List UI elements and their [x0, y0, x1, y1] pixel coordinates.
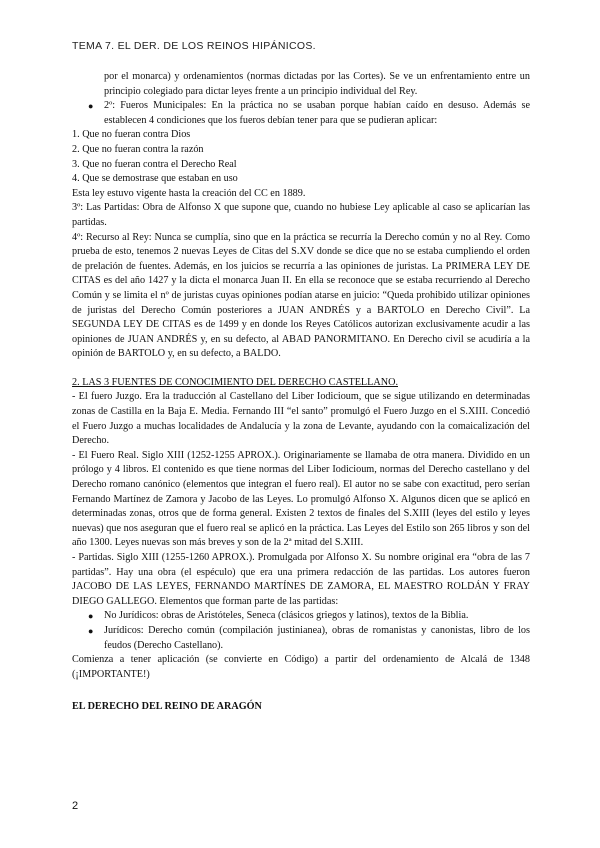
section-heading-fuentes: 2. LAS 3 FUENTES DE CONOCIMIENTO DEL DERECHO CASTELLANO.: [72, 376, 398, 388]
paragraph-fuero-real: - El Fuero Real. Siglo XIII (1252-1255 APROX.). Originariamente se llamaba de otra manera. Dividido en un prólogo y 4 libros. El contenido es que tiene normas del Liber Iodicioum, normas del Derecho castellano y del Derecho romano canónico (elementos que integran el fuero real). El autor no se sabe con exactitud, pero serían Fernando Martínez de Zamora y Jacobo de las Leyes. Lo promulgó Alfonso X. Algunos dicen que se aplicó en determinadas zonas, otros que de forma general. Existen 2 textos de finales del S.XIII (leyes del estilo y leyes nuevas) que nos aseguran que el fuero real se aplicó en la práctica. Las Leyes del Estilo son 265 libros y son del año 1300. Leyes nuevas son más breves y son de la 2ª mitad del S.XIII.: [72, 449, 530, 549]
condition-1: 1. Que no fueran contra Dios: [72, 129, 191, 141]
condition-4: 4. Que se demostrase que estaban en uso: [72, 173, 238, 185]
list-item-juridicos: [72, 624, 530, 653]
paragraph-partidas-detail: - Partidas. Siglo XIII (1255-1260 APROX.). Promulgada por Alfonso X. Su nombre original era “obra de las 7 partidas”. Hay una obra (el espéculo) que era una primera redacción de las partidas. Los autores fueron JACOBO DE LAS LEYES, FERNANDO MARTÍNES DE ZAMORA, EL MAESTRO ROLDÁN Y FRAY DIEGO GALLEGO. Elementos que forman parte de las partidas:: [72, 552, 530, 607]
paragraph-aplicacion: Comienza a tener aplicación (se convierte en Código) a partir del ordenamiento de Alcalá de 1348 (¡IMPORTANTE!): [72, 654, 530, 680]
condition-2: 2. Que no fueran contra la razón: [72, 143, 204, 155]
condition-3: 3. Que no fueran contra el Derecho Real: [72, 158, 237, 170]
list-item-text: Jurídicos: Derecho común (compilación justinianea), obras de romanistas y canonistas, libro de los feudos (Derecho Castellano).: [104, 624, 530, 651]
bullet-icon: ●: [88, 101, 94, 112]
document-body: [72, 70, 530, 715]
paragraph-partidas: 3º: Las Partidas: Obra de Alfonso X que supone que, cuando no hubiese Ley aplicable al caso se aplicarían las partidas.: [72, 202, 530, 228]
bullet-icon: ●: [88, 625, 94, 636]
page-header: TEMA 7. EL DER. DE LOS REINOS HIPÁNICOS.: [72, 40, 316, 52]
paragraph-fuero-juzgo: - El fuero Juzgo. Era la traducción al Castellano del Liber Iodicioum, que se sigue utilizando en determinadas zonas de Castilla en la Baja E. Media. Fernando III “el santo” promulgó el Fuero Juzgo en el S.XIII. Concedió el Fuero Juzgo a muchas localidades de Andalucía y la zona de Levante, ayudando con la comaicalización del Derecho.: [72, 391, 530, 447]
paragraph-cortes: por el monarca) y ordenamientos (normas dictadas por las Cortes). Se ve un enfrentamiento entre un principio colegiado para dictar leyes frente a un principio individual del Rey.: [104, 71, 530, 97]
paragraph-recurso-rey: 4º: Recurso al Rey: Nunca se cumplía, sino que en la práctica se recurría la Derecho común y no al Rey. Como prueba de esto, tenemos 2 nuevas Leyes de Citas del S.XV donde se dice que no se estaba cumpliendo el orden de prelación de fuentes. Además, en los juicios se recurría a las opiniones de juristas. La PRIMERA LEY DE CITAS es del año 1427 y la dicta el monarca Juan II. En ella se reconoce que se estaba recurriendo al Derecho Común y se limita el nº de juristas cuyas opiniones podían atarse en juicio: “Queda prohibido utilizar opiniones de juristas del Derecho Común posteriores a JUAN ANDRÉS y a BARTOLO en Derecho Civil”. La SEGUNDA LEY DE CITAS es de 1499 y en donde los Reyes Católicos autorizan exclusivamente acudir a las opiniones de JUAN ANDRÉS y, en su defecto, al ABAD PANORMITANO. En Derecho civil se acudiría a la opinión de BARTOLO y, en su defecto, a BALDO.: [72, 231, 530, 360]
list-item-text: 2º: Fueros Municipales: En la práctica no se usaban porque habían caído en desuso. Además se establecen 4 condiciones que los fueros debían tener para que se pudieran aplicar:: [104, 100, 530, 126]
list-item-text: No Jurídicos: obras de Aristóteles, Seneca (clásicos griegos y latinos), textos de la Biblia.: [104, 610, 469, 622]
paragraph-vigencia: Esta ley estuvo vigente hasta la creación del CC en 1889.: [72, 187, 306, 199]
section-heading-aragon: EL DERECHO DEL REINO DE ARAGÓN: [72, 701, 262, 713]
bullet-icon: ●: [88, 611, 94, 622]
page-number: 2: [72, 800, 79, 812]
list-item-no-juridicos: [72, 609, 530, 624]
list-item-fueros-municipales: [72, 99, 530, 128]
